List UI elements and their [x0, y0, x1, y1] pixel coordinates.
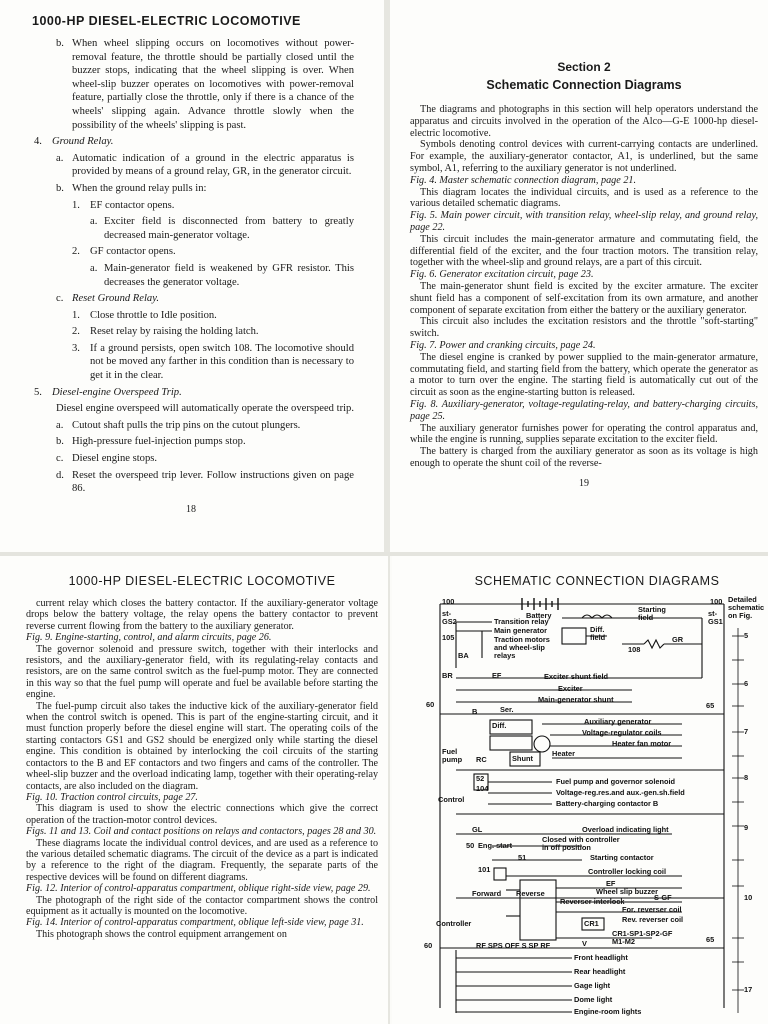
list-item-text: Close throttle to Idle position.: [90, 309, 217, 321]
fig-ref-10: 10: [744, 893, 753, 902]
heater-fan-motor-label: Heater fan motor: [612, 739, 672, 748]
list-item-text: When wheel slipping occurs on locomotives without power-removal feature, the throttle should be partially closed until the buzzer stops, indicating that the wheel slipping is over. When wheel-slip buzzer operates on locomotives with power-removal feature, partially close the throttle, only if there is a chance of the wheels' slipping again. Advance throttle slowly when the possibility of the wheels' slipping is past.: [72, 38, 354, 131]
battery-label: Battery: [526, 611, 552, 620]
paragraph: This diagram locates the individual circuits, and is used as a reference to the various detailed schematic diagrams.: [410, 186, 758, 210]
paragraph: This circuit includes the main-generator armature and commutating field, the differential field of the exciter, and the four traction motors. The transition relay, together with the wheel-slip and ground relays, are a part of this circuit.: [410, 233, 758, 269]
list-item-number: 4.: [34, 136, 42, 148]
section-body: [26, 598, 378, 940]
fig-ref-17: 17: [744, 985, 753, 994]
fig-ref-9: 9: [744, 823, 749, 832]
wire-104: 104: [476, 784, 489, 793]
s-gf-label: S-GF: [654, 893, 672, 902]
controller-label: Controller: [436, 919, 472, 928]
list-item-number: c.: [56, 453, 64, 465]
instruction-list: [28, 37, 354, 496]
wire-100-left: 100: [442, 597, 455, 606]
list-item: [28, 182, 354, 196]
list-item-number: a.: [56, 419, 64, 431]
wire-65-bottom: 65: [706, 935, 715, 944]
list-item: [28, 325, 354, 339]
figure-reference: Fig. 10. Traction control circuits, page 27.: [26, 791, 198, 803]
paragraph: This diagram is used to show the electric connections which give the correct operation of the traction-motor control devices.: [26, 803, 378, 826]
heater-label: Heater: [552, 749, 576, 758]
list-item: [28, 452, 354, 466]
engine-start-label: Eng. start: [478, 841, 513, 850]
auxiliary-generator-label: Auxiliary generator: [584, 717, 652, 726]
paragraph: These diagrams locate the individual control devices, and are used as a reference to the various detailed schematic diagrams. The circuit of the device as a part is indicated by a reference to the right of the diagram. Frequently, the separate parts of the respective devices will be found on different diagrams.: [26, 837, 378, 883]
fig-ref-6: 6: [744, 679, 749, 688]
section-number: Section 2: [557, 60, 611, 74]
rear-headlight-label: Rear headlight: [574, 967, 626, 976]
list-item: [28, 135, 354, 149]
list-item-text: Reset relay by raising the holding latch.: [90, 326, 259, 338]
rc-label: RC: [476, 755, 487, 764]
list-item-text: Exciter field is disconnected from battery to greatly decreased main-generator voltage.: [104, 216, 354, 241]
master-schematic-diagram: [424, 595, 765, 1016]
list-item: [28, 245, 354, 259]
page-number: 18: [186, 503, 196, 515]
diff-field-label: Diff. field: [590, 625, 606, 642]
ef-wheel-slip-label: EF: [606, 879, 616, 888]
list-item: [28, 292, 354, 306]
paragraph: Symbols denoting control devices with current-carrying contacts are underlined. For example, the auxiliary-generator contactor, A1, is underlined, but the same symbol, A1, referring to the auxiliary generator is not underlined.: [410, 139, 758, 174]
list-item-text: Automatic indication of a ground in the electric apparatus is provided by means of a ground relay, GR, in the generator circuit.: [72, 152, 354, 178]
running-head: SCHEMATIC CONNECTION DIAGRAMS: [474, 574, 720, 588]
page-18: [0, 0, 384, 552]
exciter-shunt-field-label: Exciter shunt field: [544, 672, 609, 681]
list-item: [28, 215, 354, 242]
main-generator-label: Main generator: [494, 626, 547, 635]
diff-label: Diff.: [492, 721, 507, 730]
fig-ref-7: 7: [744, 727, 749, 736]
list-item: [28, 419, 354, 433]
forward-reverser-coil-label: For. reverser coil: [622, 905, 682, 914]
dome-light-label: Dome light: [574, 995, 613, 1004]
paragraph: The governor solenoid and pressure switch, together with their interlocks and resistors, and the auxiliary-generator field, with its regulating-relay contacts and resistors, are on the same control switch as the fuel-pump motor. They are connected in this way so that the fuel pump will operate and fuel be available before starting the engine.: [26, 643, 378, 701]
list-item-number: [28, 402, 56, 416]
list-item-number: a.: [90, 216, 98, 228]
starting-contactor-label: Starting contactor: [590, 853, 654, 862]
front-headlight-label: Front headlight: [574, 953, 628, 962]
overload-light-label: Overload indicating light: [582, 825, 669, 834]
list-item-text: EF contactor opens.: [90, 199, 175, 211]
forward-label: Forward: [472, 889, 502, 898]
fig-ref-5: 5: [744, 631, 749, 640]
battery-charging-contactor-label: Battery-charging contactor B: [556, 799, 659, 808]
wire-60-top: 60: [426, 700, 435, 709]
list-item-text: Ground Relay.: [52, 136, 114, 148]
figure-reference: Fig. 14. Interior of control-apparatus compartment, oblique left-side view, page 31.: [26, 917, 364, 929]
list-item-number: 2.: [72, 246, 80, 258]
paragraph: The auxiliary generator furnishes power for operating the control apparatus and, while the engine is running, supplies separate excitation to the exciter field.: [410, 422, 758, 446]
engine-room-lights-label: Engine-room lights: [574, 1007, 642, 1016]
list-item: [28, 309, 354, 323]
gs1-label: st- GS1: [708, 609, 723, 626]
paragraph: The diesel engine is cranked by power supplied to the main-generator armature, commutating field, and starting field from the battery, which operate the generator as a motor to turn over the engine. The starting field is automatically cut out of the circuit as soon as the engine-starting button is released.: [410, 351, 758, 399]
figure-reference: Fig. 9. Engine-starting, control, and alarm circuits, page 26.: [26, 632, 272, 644]
list-item-number: c.: [56, 293, 64, 305]
list-item: [28, 435, 354, 449]
gage-light-label: Gage light: [574, 981, 611, 990]
list-item: [28, 262, 354, 289]
page-19: [390, 0, 768, 552]
figure-reference: Fig. 5. Main power circuit, with transition relay, wheel-slip relay, and ground relay, page 22.: [410, 210, 758, 233]
paragraph: The battery is charged from the auxiliary generator as soon as its voltage is high enough to operate the shunt coil of the reverse-: [410, 446, 758, 469]
closed-off-label: Closed with controller in off position: [542, 835, 620, 852]
list-item-text: Diesel-engine Overspeed Trip.: [52, 386, 182, 398]
list-item-number: b.: [56, 182, 64, 194]
wire-65-top: 65: [706, 701, 715, 710]
list-item: [28, 199, 354, 213]
detailed-schematic-label: Detailed schematic on Fig.: [728, 595, 765, 620]
page-number: 19: [579, 477, 589, 489]
figure-reference: Fig. 6. Generator excitation circuit, page 23.: [410, 269, 594, 281]
wire-52: 52: [476, 774, 485, 783]
wire-51: 51: [518, 853, 527, 862]
v-label: V: [582, 939, 587, 948]
paragraph: This circuit also includes the excitation resistors and the throttle "soft-starting" switch.: [410, 316, 758, 340]
figure-reference: Fig. 8. Auxiliary-generator, voltage-regulating-relay, and battery-charging circuits, page 25.: [410, 398, 758, 422]
cr1-label: CR1: [584, 919, 599, 928]
running-head: 1000-HP DIESEL-ELECTRIC LOCOMOTIVE: [68, 574, 336, 588]
ef-contactor-label: EF: [492, 671, 502, 680]
list-item-number: 1.: [72, 309, 80, 321]
fuel-pump-governor-label: Fuel pump and governor solenoid: [556, 777, 676, 786]
controller-locking-coil-label: Controller locking coil: [588, 867, 667, 876]
wire-108: 108: [628, 645, 641, 654]
list-item: [28, 37, 354, 132]
figure-reference: Figs. 11 and 13. Coil and contact positions on relays and contactors, pages 28 and 30.: [26, 826, 377, 838]
list-item-text: Main-generator field is weakened by GFR resistor. This decreases the generator voltage.: [104, 262, 354, 288]
running-head: 1000-HP DIESEL-ELECTRIC LOCOMOTIVE: [32, 14, 301, 28]
list-item-text: High-pressure fuel-injection pumps stop.: [72, 436, 246, 448]
main-generator-shunt-label: Main-generator shunt: [538, 695, 614, 704]
traction-motors-label: Traction motors and wheel-slip relays: [494, 635, 550, 660]
reverse-reverser-coil-label: Rev. reverser coil: [622, 915, 684, 924]
list-item-text: Cutout shaft pulls the trip pins on the cutout plungers.: [72, 419, 301, 431]
fuel-pump-label: Fuel pump: [442, 747, 463, 764]
paragraph: This photograph shows the control equipment arrangement on: [36, 928, 287, 940]
gs2-label: st- GS2: [442, 609, 457, 626]
control-label: Control: [438, 795, 465, 804]
list-item-text: Reset the overspeed trip lever. Follow instructions given on page 86.: [72, 469, 354, 495]
voltage-regulator-coils-label: Voltage-regulator coils: [582, 728, 662, 737]
section-body: [410, 104, 758, 470]
list-item-number: b.: [56, 436, 64, 448]
list-item: [28, 469, 354, 496]
list-item-number: 3.: [72, 342, 80, 354]
list-item-number: a.: [90, 262, 98, 274]
gr-label: GR: [672, 635, 684, 644]
ba-label: BA: [458, 651, 469, 660]
list-item-number: 1.: [72, 199, 80, 211]
paragraph: The main-generator shunt field is excited by the exciter armature. The exciter shunt field has a component of self-excitation from its own armature, and another component of separate excitation from either the battery or the auxiliary generator.: [410, 280, 758, 316]
wire-101: 101: [478, 865, 491, 874]
list-item-text: Diesel engine overspeed will automatically operate the overspeed trip.: [56, 403, 354, 415]
starting-field-label: Starting field: [638, 605, 666, 622]
shunt-label: Shunt: [512, 754, 533, 763]
list-item: [28, 402, 354, 416]
paragraph: The photograph of the right side of the contactor compartment shows the control equipment as it actually is mounted on the locomotive.: [26, 894, 378, 917]
list-item-text: If a ground persists, open switch 108. The locomotive should not be moved any farther in this condition than is necessary to get it in the clear.: [90, 342, 354, 382]
transition-relay-label: Transition relay: [494, 617, 549, 626]
list-item-text: Diesel engine stops.: [72, 453, 158, 465]
list-item-text: Reset Ground Relay.: [72, 293, 159, 305]
figure-reference: Fig. 12. Interior of control-apparatus compartment, oblique right-side view, page 29.: [26, 883, 371, 895]
gl-label: GL: [472, 825, 483, 834]
page-21: [392, 556, 768, 1024]
wire-105: 105: [442, 633, 455, 642]
paragraph: The diagrams and photographs in this section will help operators understand the apparatus and circuits involved in the operation of the Alco—G-E 1000-hp diesel-electric locomotive.: [410, 104, 758, 139]
list-item-text: When the ground relay pulls in:: [72, 182, 207, 194]
wire-50: 50: [466, 841, 475, 850]
page-20: [0, 556, 388, 1024]
exciter-label: Exciter: [558, 684, 583, 693]
list-item-text: GF contactor opens.: [90, 246, 176, 258]
paragraph: current relay which closes the battery contactor. If the auxiliary-generator voltage drops below the battery voltage, the relay opens the battery contactor to prevent reverse current flowing from the battery to the auxiliary generator.: [26, 598, 378, 632]
paragraph: The fuel-pump circuit also takes the inductive kick of the auxiliary-generator field when the control switch is opened. This is part of the engine-starting circuit, and it must function properly before the diesel engine will start. The operating coils of the starting contactors GS1 and GS2 should be energized only while starting the diesel engine. This condition is obtained by interlocking the coil circuits of the starting contactors to the B and EF contactors and two fingers and cams of the controller. The wheel-slip buzzer and the overload indicating lamp, together with their operating-relay contacts, are also included on the diagram.: [26, 700, 378, 792]
wire-100-right: 100: [710, 597, 723, 606]
list-item: [28, 152, 354, 179]
list-item-number: 2.: [72, 326, 80, 338]
list-item: [28, 386, 354, 400]
wire-60-bottom: 60: [424, 941, 433, 950]
fig-ref-8: 8: [744, 773, 749, 782]
wheel-slip-buzzer-label: Wheel slip buzzer: [596, 887, 659, 896]
series-field-label: Ser.: [500, 705, 514, 714]
voltage-reg-res-label: Voltage-reg.res.and aux.-gen.sh.field: [556, 788, 685, 797]
list-item-number: b.: [56, 38, 64, 49]
list-item-number: a.: [56, 152, 64, 164]
br-label: BR: [442, 671, 453, 680]
reverse-label: Reverse: [516, 889, 545, 898]
figure-reference: Fig. 4. Master schematic connection diagram, page 21.: [410, 174, 637, 186]
contactor-b-label: B: [472, 707, 478, 716]
reverser-interlock-label: Reverser interlock: [560, 897, 625, 906]
list-item: [28, 342, 354, 383]
controller-positions-label: RF SPS OFF S SP RF: [476, 941, 551, 950]
list-item-number: d.: [56, 469, 64, 481]
section-title: Schematic Connection Diagrams: [486, 78, 682, 92]
figure-reference: Fig. 7. Power and cranking circuits, page 24.: [410, 339, 596, 351]
cr1-contactors-label: CR1-SP1-SP2-GF M1-M2: [612, 929, 673, 946]
list-item-number: 5.: [34, 386, 42, 398]
